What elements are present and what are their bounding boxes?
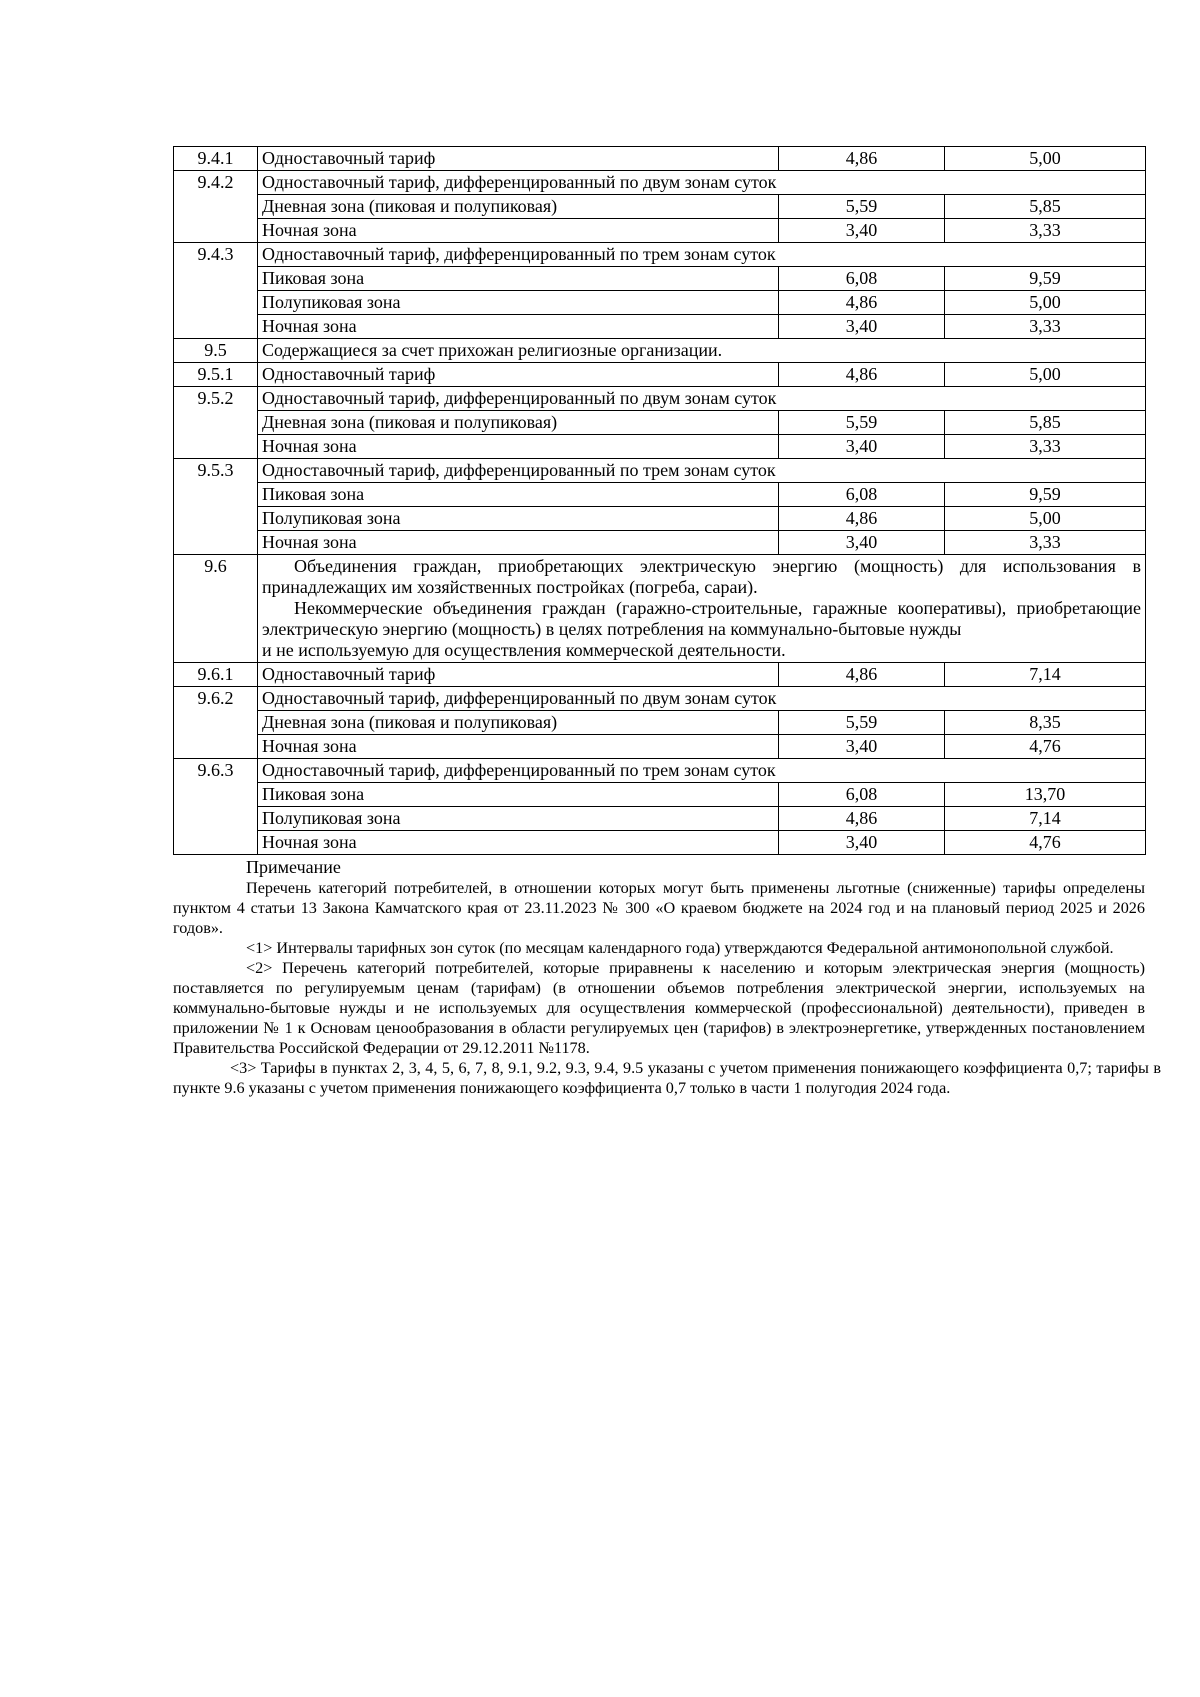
table-row [174,807,1146,831]
tariff-value-1: 4,86 [779,291,945,315]
tariff-value-1: 6,08 [779,267,945,291]
description-paragraph: Некоммерческие объединения граждан (гаражно-строительные, гаражные кооперативы), приобретающие электрическую энергию (мощность) в целях потребления на коммунально-бытовые нужды [262,598,1141,639]
tariff-value-2: 3,33 [945,315,1146,339]
table-row [174,315,1146,339]
description-paragraph: Объединения граждан, приобретающих электрическую энергию (мощность) для использования в принадлежащих им хозяйственных постройках (погреба, сараи). [262,556,1141,597]
item-number: 9.6 [174,555,258,663]
table-row [174,759,1146,783]
table-row [174,435,1146,459]
tariff-value-2: 5,85 [945,411,1146,435]
zone-label: Дневная зона (пиковая и полупиковая) [258,411,779,435]
table-row [174,339,1146,363]
table-row [174,783,1146,807]
tariff-value-1: 3,40 [779,315,945,339]
table-row [174,171,1146,195]
table-row [174,483,1146,507]
tariff-value-1: 4,86 [779,663,945,687]
tariff-value-2: 5,00 [945,507,1146,531]
table-row [174,195,1146,219]
table-row [174,387,1146,411]
zone-label: Пиковая зона [258,483,779,507]
zone-label: Ночная зона [258,735,779,759]
zone-label: Ночная зона [258,831,779,855]
tariff-label: Одноставочный тариф [258,147,779,171]
note-paragraph: <1> Интервалы тарифных зон суток (по месяцам календарного года) утверждаются Федеральной антимонопольной службой. [246,939,1114,957]
description-paragraph: и не используемую для осуществления коммерческой деятельности. [262,640,786,660]
item-number: 9.5.3 [174,459,258,555]
table-row [174,147,1146,171]
tariff-value-1: 3,40 [779,219,945,243]
tariff-value-1: 3,40 [779,531,945,555]
zone-label: Дневная зона (пиковая и полупиковая) [258,195,779,219]
zone-label: Ночная зона [258,219,779,243]
tariff-value-1: 6,08 [779,783,945,807]
tariff-group-label: Одноставочный тариф, дифференцированный по двум зонам суток [258,171,1146,195]
tariff-value-1: 3,40 [779,831,945,855]
zone-label: Пиковая зона [258,267,779,291]
table-row [174,687,1146,711]
tariff-group-label: Одноставочный тариф, дифференцированный по двум зонам суток [258,387,1146,411]
tariff-value-2: 13,70 [945,783,1146,807]
tariff-value-2: 5,00 [945,147,1146,171]
item-number: 9.4.1 [174,147,258,171]
tariff-value-2: 5,00 [945,363,1146,387]
table-row [174,531,1146,555]
tariff-value-1: 3,40 [779,735,945,759]
table-row [174,363,1146,387]
notes-section [173,856,1161,1098]
table-row [174,459,1146,483]
zone-label: Ночная зона [258,435,779,459]
item-number: 9.6.3 [174,759,258,855]
tariff-value-2: 3,33 [945,435,1146,459]
section-title: Содержащиеся за счет прихожан религиозные организации. [258,339,1146,363]
item-number: 9.5.1 [174,363,258,387]
table-row [174,663,1146,687]
tariff-value-2: 5,85 [945,195,1146,219]
table-row [174,267,1146,291]
tariff-value-1: 5,59 [779,195,945,219]
tariff-value-2: 3,33 [945,219,1146,243]
table-row [174,507,1146,531]
tariff-group-label: Одноставочный тариф, дифференцированный по трем зонам суток [258,759,1146,783]
zone-label: Полупиковая зона [258,507,779,531]
zone-label: Дневная зона (пиковая и полупиковая) [258,711,779,735]
item-number: 9.6.1 [174,663,258,687]
zone-label: Полупиковая зона [258,291,779,315]
tariff-value-1: 4,86 [779,507,945,531]
item-number: 9.5 [174,339,258,363]
note-paragraph: Перечень категорий потребителей, в отношении которых могут быть применены льготные (сниженные) тарифы определены пунктом 4 статьи 13 Закона Камчатского края от 23.11.2023 № 300 «О краевом бюджете на 2024 год и на плановый период 2025 и 2026 годов». [173,879,1145,937]
item-number: 9.4.3 [174,243,258,339]
item-number: 9.4.2 [174,171,258,243]
note-paragraph: <2> Перечень категорий потребителей, которые приравнены к населению и которым электрическая энергия (мощность) поставляется по регулируемым ценам (тарифам) (в отношении объемов потребления электрической энергии, используемых на коммунально-бытовые нужды и не используемых для осуществления коммерческой (профессиональной) деятельности), приведен в приложении № 1 к Основам ценообразования в области регулируемых цен (тарифов) в электроэнергетике, утвержденных постановлением Правительства Российской Федерации от 29.12.2011 №1178. [173,959,1145,1057]
tariff-value-2: 5,00 [945,291,1146,315]
table-row [174,411,1146,435]
tariff-value-2: 4,76 [945,831,1146,855]
document-body [173,146,1161,1098]
tariff-value-2: 7,14 [945,663,1146,687]
note-paragraph: <3> Тарифы в пунктах 2, 3, 4, 5, 6, 7, 8, 9.1, 9.2, 9.3, 9.4, 9.5 указаны с учетом применения понижающего коэффициента 0,7; тарифы в пункте 9.6 указаны с учетом применения понижающего коэффициента 0,7 только в части 1 полугодия 2024 года. [173,1059,1161,1097]
zone-label: Ночная зона [258,315,779,339]
tariff-group-label: Одноставочный тариф, дифференцированный по трем зонам суток [258,459,1146,483]
zone-label: Пиковая зона [258,783,779,807]
tariff-label: Одноставочный тариф [258,363,779,387]
tariff-table [173,146,1146,855]
tariff-value-2: 9,59 [945,267,1146,291]
notes-title: Примечание [246,857,341,877]
tariff-value-1: 6,08 [779,483,945,507]
table-row [174,243,1146,267]
tariff-value-1: 5,59 [779,711,945,735]
table-row [174,831,1146,855]
tariff-value-1: 4,86 [779,147,945,171]
table-row [174,555,1146,663]
table-row [174,219,1146,243]
zone-label: Ночная зона [258,531,779,555]
tariff-value-1: 5,59 [779,411,945,435]
tariff-value-1: 4,86 [779,363,945,387]
section-description [258,555,1146,663]
table-row [174,711,1146,735]
tariff-value-2: 9,59 [945,483,1146,507]
tariff-value-2: 7,14 [945,807,1146,831]
tariff-value-2: 8,35 [945,711,1146,735]
tariff-value-2: 3,33 [945,531,1146,555]
tariff-value-1: 4,86 [779,807,945,831]
item-number: 9.5.2 [174,387,258,459]
table-row [174,291,1146,315]
tariff-label: Одноставочный тариф [258,663,779,687]
tariff-group-label: Одноставочный тариф, дифференцированный по трем зонам суток [258,243,1146,267]
tariff-value-2: 4,76 [945,735,1146,759]
item-number: 9.6.2 [174,687,258,759]
zone-label: Полупиковая зона [258,807,779,831]
table-row [174,735,1146,759]
tariff-group-label: Одноставочный тариф, дифференцированный по двум зонам суток [258,687,1146,711]
tariff-value-1: 3,40 [779,435,945,459]
